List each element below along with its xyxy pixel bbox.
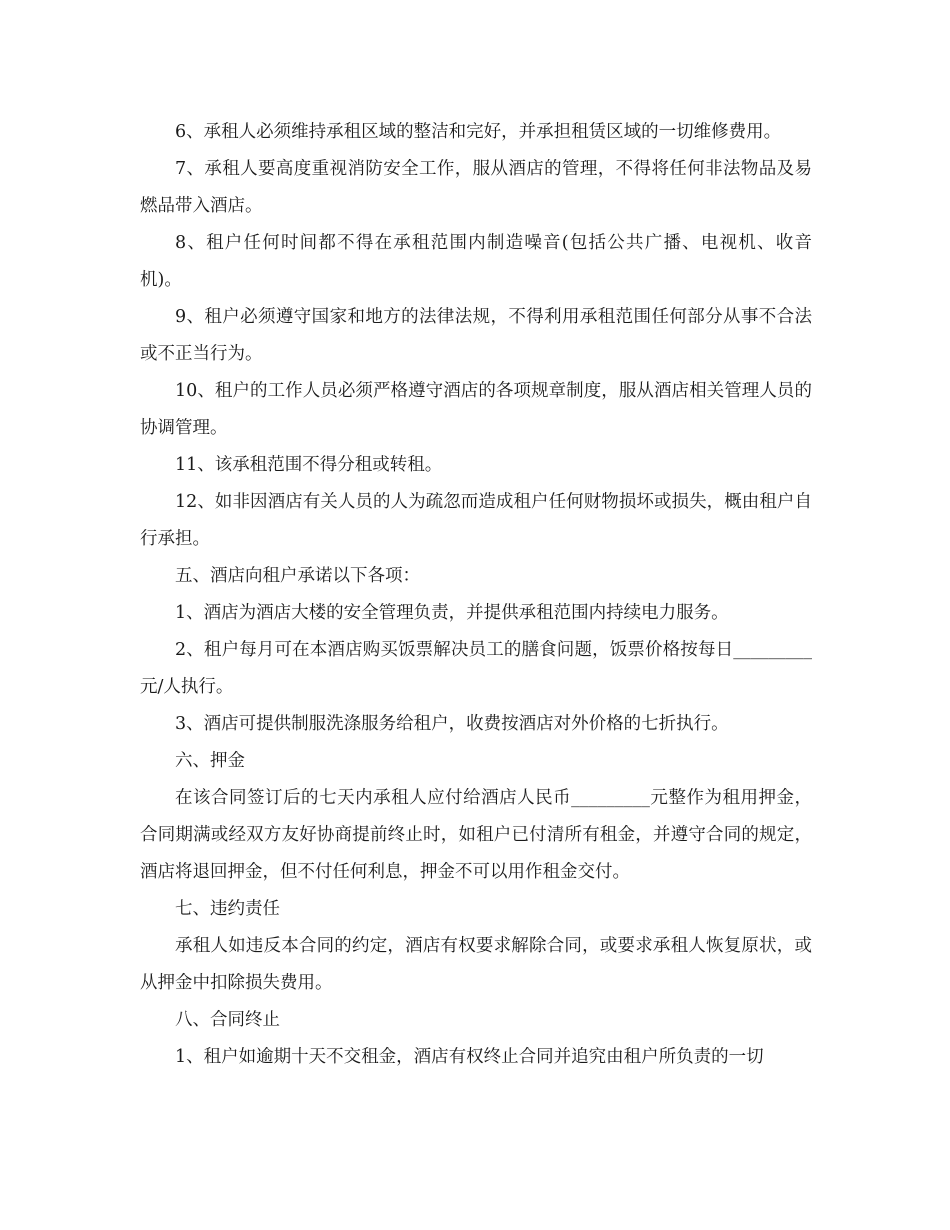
document-body — [140, 114, 812, 1076]
clause-7-fire-safety: 7、承租人要高度重视消防安全工作，服从酒店的管理，不得将任何非法物品及易燃品带入酒店。 — [140, 159, 812, 216]
clause-11-no-sublet: 11、该承租范围不得分租或转租。 — [175, 455, 443, 475]
section-6-deposit-text: 在该合同签订后的七天内承租人应付给酒店人民币_________元整作为租用押金，合同期满或经双方友好协商提前终止时，如租户已付清所有租金，并遵守合同的规定，酒店将退回押金，但不付任何利息，押金不可以用作租金交付。 — [140, 788, 812, 882]
section-7-heading: 七、违约责任 — [175, 899, 280, 919]
section-8-heading: 八、合同终止 — [175, 1010, 280, 1030]
section-6-heading: 六、押金 — [175, 751, 245, 771]
clause-9-legal-compliance: 9、租户必须遵守国家和地方的法律法规，不得利用承租范围任何部分从事不合法或不正当行为。 — [140, 307, 812, 364]
clause-12-loss-liability: 12、如非因酒店有关人员的人为疏忽而造成租户任何财物损坏或损失，概由租户自行承担。 — [140, 492, 812, 549]
section-5-item-2: 2、租户每月可在本酒店购买饭票解决员工的膳食问题，饭票价格按每日_________元/人执行。 — [140, 640, 812, 697]
clause-8-noise: 8、租户任何时间都不得在承租范围内制造噪音(包括公共广播、电视机、收音机)。 — [140, 233, 812, 290]
section-5-heading: 五、酒店向租户承诺以下各项： — [175, 566, 420, 586]
section-5-item-3: 3、酒店可提供制服洗涤服务给租户，收费按酒店对外价格的七折执行。 — [175, 714, 729, 734]
section-5-item-1: 1、酒店为酒店大楼的安全管理负责，并提供承租范围内持续电力服务。 — [175, 603, 729, 623]
clause-10-staff-rules: 10、租户的工作人员必须严格遵守酒店的各项规章制度，服从酒店相关管理人员的协调管理。 — [140, 381, 812, 438]
section-7-breach-text: 承租人如违反本合同的约定，酒店有权要求解除合同，或要求承租人恢复原状，或从押金中扣除损失费用。 — [140, 936, 812, 993]
clause-6-maintenance: 6、承租人必须维持承租区域的整洁和完好，并承担租赁区域的一切维修费用。 — [175, 122, 782, 142]
section-8-item-1: 1、租户如逾期十天不交租金，酒店有权终止合同并追究由租户所负责的一切 — [175, 1047, 764, 1067]
